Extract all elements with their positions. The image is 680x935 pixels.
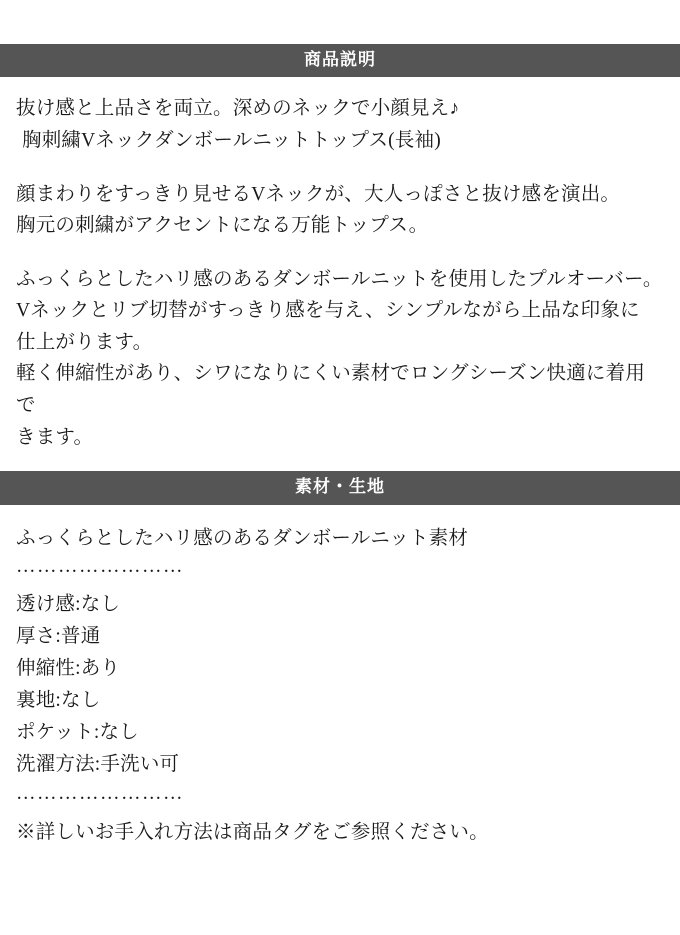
spec-stretch: 伸縮性:あり xyxy=(16,658,121,680)
spec-washing: 洗濯方法:手洗い可 xyxy=(16,754,180,776)
description-gap-2 xyxy=(16,242,664,264)
materials-note: ※詳しいお手入れ方法は商品タグをご参照ください。 xyxy=(16,821,489,843)
top-spacer xyxy=(0,0,680,44)
description-line-8: 軽く伸縮性があり、シワになりにくい素材でロングシーズン快適に着用で xyxy=(16,363,646,417)
section-header-description: 商品説明 xyxy=(0,44,680,77)
materials-gap-2 xyxy=(16,807,664,817)
materials-divider-bottom: …………………… xyxy=(16,783,184,805)
spec-pocket: ポケット:なし xyxy=(16,722,139,744)
description-line-9: きます。 xyxy=(16,426,94,448)
description-gap-1 xyxy=(16,157,664,179)
description-line-7: 仕上がります。 xyxy=(16,331,153,353)
description-body xyxy=(0,77,680,453)
materials-gap-1 xyxy=(16,579,664,589)
description-line-1: 抜け感と上品さを両立。深めのネックで小顔見え♪ xyxy=(16,98,460,120)
section-gap xyxy=(0,453,680,471)
description-line-6: Vネックとリブ切替がすっきり感を与え、シンプルながら上品な印象に xyxy=(16,300,640,322)
description-line-2: 胸刺繍Vネックダンボールニットトップス(長袖) xyxy=(22,129,441,151)
description-line-3: 顔まわりをすっきり見せるVネックが、大人っぽさと抜け感を演出。 xyxy=(16,183,621,205)
spec-thickness: 厚さ:普通 xyxy=(16,626,101,648)
spec-sheerness: 透け感:なし xyxy=(16,594,121,616)
materials-divider-top: …………………… xyxy=(16,556,184,578)
section-header-materials: 素材・生地 xyxy=(0,471,680,504)
description-line-5: ふっくらとしたハリ感のあるダンボールニットを使用したプルオーバー。 xyxy=(16,268,663,290)
materials-body xyxy=(0,505,680,849)
spec-lining: 裏地:なし xyxy=(16,690,101,712)
materials-intro: ふっくらとしたハリ感のあるダンボールニット素材 xyxy=(16,527,469,549)
description-line-4: 胸元の刺繍がアクセントになる万能トップス。 xyxy=(16,215,429,237)
